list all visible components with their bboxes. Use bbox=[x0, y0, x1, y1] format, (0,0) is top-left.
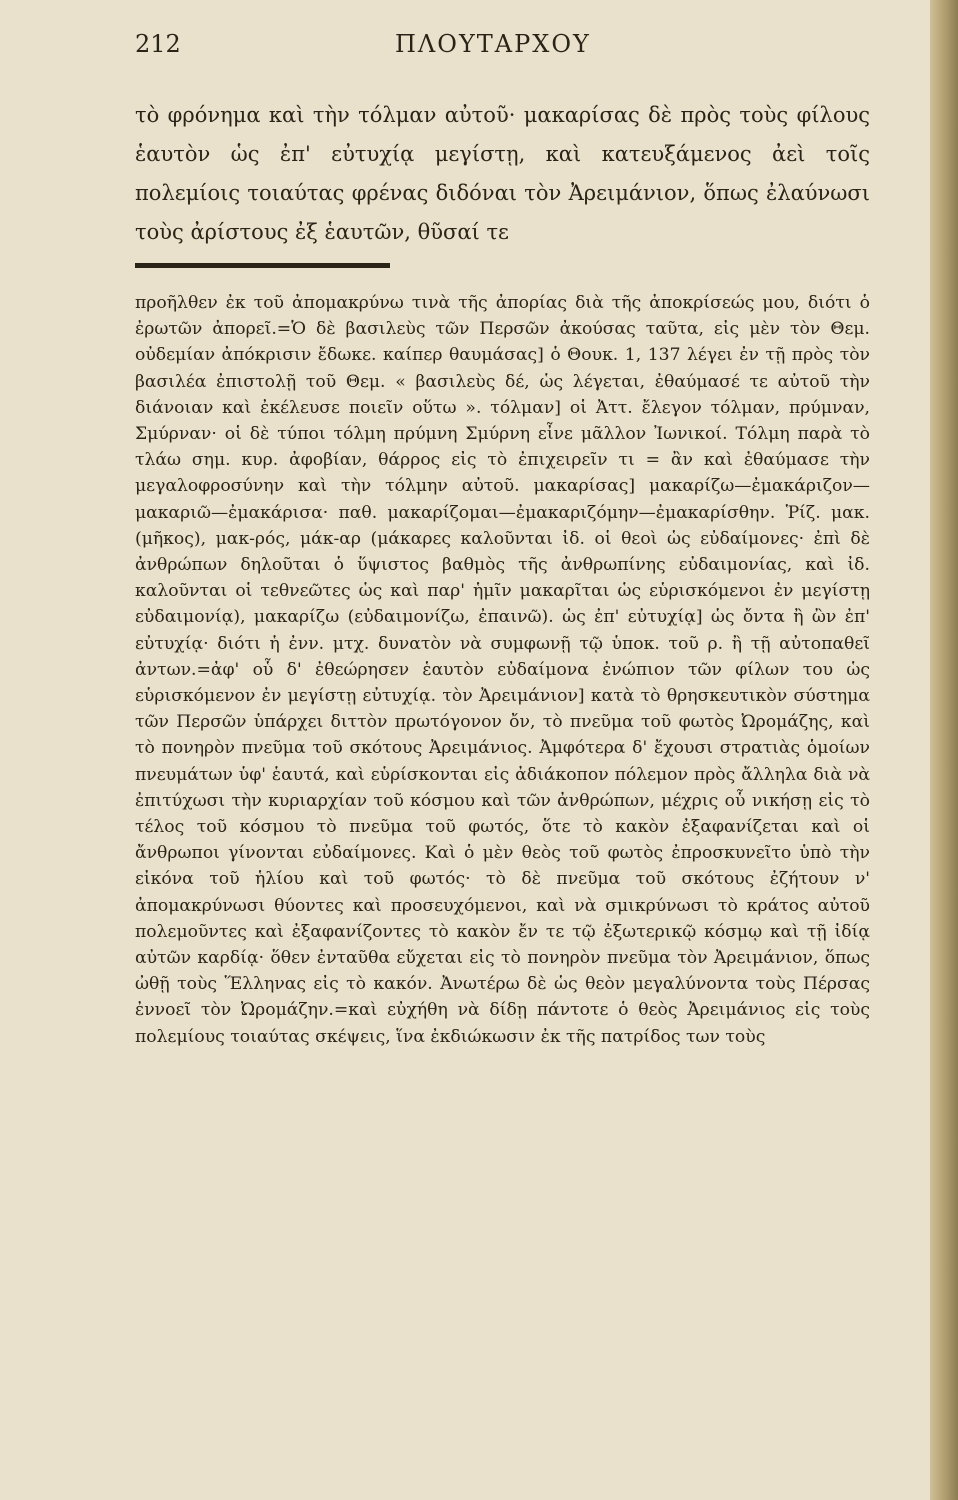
running-title: ΠΛΟΥΤΑΡΧΟΥ bbox=[395, 30, 591, 58]
main-text-paragraph: τὸ φρόνημα καὶ τὴν τόλμαν αὐτοῦ· μακαρίσας δὲ πρὸς τοὺς φίλους ἑαυτὸν ὡς ἐπ' εὐτυχίᾳ μεγίστῃ, καὶ κατευξάμενος ἀεὶ τοῖς πολεμίοις τοιαύτας φρένας διδόναι τὸν Ἀρειμάνιον, ὅπως ἐλαύνωσι τοὺς ἀρίστους ἐξ ἑαυτῶν, θῦσαί τε bbox=[135, 103, 870, 244]
footnote-divider bbox=[135, 263, 390, 268]
footnotes bbox=[135, 290, 870, 1050]
main-text bbox=[135, 96, 870, 252]
page-number: 212 bbox=[135, 30, 181, 58]
footnote-text: προῆλθεν ἐκ τοῦ ἀπομακρύνω τινὰ τῆς ἀπορίας διὰ τῆς ἀποκρίσεώς μου, διότι ὁ ἐρωτῶν ἀπορεῖ.=Ὁ δὲ βασιλεὺς τῶν Περσῶν ἀκούσας ταῦτα, εἰς μὲν τὸν Θεμ. οὐδεμίαν ἀπόκρισιν ἔδωκε. καίπερ θαυμάσας] ὁ Θουκ. 1, 137 λέγει ἐν τῇ πρὸς τὸν βασιλέα ἐπιστολῇ τοῦ Θεμ. « βασιλεὺς δέ, ὡς λέγεται, ἐθαύμασέ τε αὐτοῦ τὴν διάνοιαν καὶ ἐκέλευσε ποιεῖν οὕτω ». τόλμαν] οἱ Ἀττ. ἔλεγον τόλμαν, πρύμναν, Σμύρναν· οἱ δὲ τύποι τόλμη πρύμνη Σμύρνη εἶνε μᾶλλον Ἰωνικοί. Τόλμη παρὰ τὸ τλάω σημ. κυρ. ἀφοβίαν, θάρρος εἰς τὸ ἐπιχειρεῖν τι = ἂν καὶ ἐθαύμασε τὴν μεγαλοφροσύνην καὶ τὴν τόλμην αὐτοῦ. μακαρίσας] μακαρίζω—ἐμακάριζον—μακαριῶ—ἐμακάρισα· παθ. μακαρίζομαι—ἐμακαριζόμην—ἐμακαρίσθην. Ῥίζ. μακ. (μῆκος), μακ-ρός, μάκ-αρ (μάκαρες καλοῦνται ἰδ. οἱ θεοὶ ὡς εὐδαίμονες· ἐπὶ δὲ ἀνθρώπων δηλοῦται ὁ ὕψιστος βαθμὸς τῆς ἀνθρωπίνης εὐδαιμονίας, καὶ ἰδ. καλοῦνται οἱ τεθνεῶτες ὡς καὶ παρ' ἡμῖν μακαρῖται ὡς εὑρισκόμενοι ἐν μεγίστῃ εὐδαιμονίᾳ), μακαρίζω (εὐδαιμονίζω, ἐπαινῶ). ὡς ἐπ' εὐτυχίᾳ] ὡς ὄντα ἢ ὢν ἐπ' εὐτυχίᾳ· διότι ἡ ἐνν. μτχ. δυνατὸν νὰ συμφωνῇ τῷ ὑποκ. τοῦ ρ. ἢ τῇ αὐτοπαθεῖ ἀντων.=ἀφ' οὗ δ' ἐθεώρησεν ἑαυτὸν εὐδαίμονα ἐνώπιον τῶν φίλων του ὡς εὑρισκόμενον ἐν μεγίστῃ εὐτυχίᾳ. τὸν Ἀρειμάνιον] κατὰ τὸ θρησκευτικὸν σύστημα τῶν Περσῶν ὑπάρχει διττὸν πρωτόγονον ὄν, τὸ πνεῦμα τοῦ φωτὸς Ὠρομάζης, καὶ τὸ πονηρὸν πνεῦμα τοῦ σκότους Ἀρειμάνιος. Ἀμφότερα δ' ἔχουσι στρατιὰς ὁμοίων πνευμάτων ὑφ' ἑαυτά, καὶ εὑρίσκονται εἰς ἀδιάκοπον πόλεμον πρὸς ἄλληλα διὰ νὰ ἐπιτύχωσι τὴν κυριαρχίαν τοῦ κόσμου καὶ τῶν ἀνθρώπων, μέχρις οὗ νικήσῃ εἰς τὸ τέλος τοῦ κόσμου τὸ πνεῦμα τοῦ φωτός, ὅτε τὸ κακὸν ἐξαφανίζεται καὶ οἱ ἄνθρωποι γίνονται εὐδαίμονες. Καὶ ὁ μὲν θεὸς τοῦ φωτὸς ἐπροσκυνεῖτο ὑπὸ τὴν εἰκόνα τοῦ ἡλίου καὶ τοῦ φωτός· τὸ δὲ πνεῦμα τοῦ σκότους ἐζήτουν ν' ἀπομακρύνωσι θύοντες καὶ προσευχόμενοι, καὶ νὰ σμικρύνωσι τὸ κράτος αὐτοῦ πολεμοῦντες καὶ ἐξαφανίζοντες τὸ κακὸν ἔν τε τῷ ἐξωτερικῷ κόσμῳ καὶ τῇ ἰδίᾳ αὐτῶν καρδίᾳ· ὅθεν ἐνταῦθα εὔχεται εἰς τὸ πονηρὸν πνεῦμα τὸν Ἀρειμάνιον, ὅπως ὠθῇ τοὺς Ἕλληνας εἰς τὸ κακόν. Ἀνωτέρω δὲ ὡς θεὸν μεγαλύνοντα τοὺς Πέρσας ἐννοεῖ τὸν Ὠρομάζην.=καὶ εὐχήθη νὰ δίδῃ πάντοτε ὁ θεὸς Ἀρειμάνιος εἰς τοὺς πολεμίους τοιαύτας σκέψεις, ἵνα ἐκδιώκωσιν ἐκ τῆς πατρίδος των τοὺς bbox=[135, 293, 870, 1047]
page-header bbox=[135, 30, 870, 70]
page-edge bbox=[930, 0, 958, 1500]
